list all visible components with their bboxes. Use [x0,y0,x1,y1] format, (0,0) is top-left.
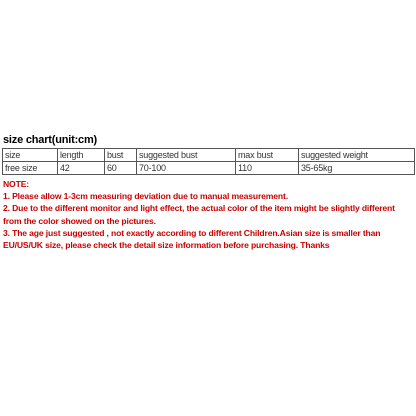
cell-suggested-bust: 70-100 [137,162,236,175]
header-cell-size: size [3,149,58,162]
cell-length: 42 [58,162,105,175]
size-table [2,148,415,175]
note-item-3: 3. The age just suggested , not exactly according to different Children.Asian size is smaller than EU/US/UK size, please check the detail size information before purchasing. Thanks [3,227,381,251]
notes-block [3,178,413,251]
header-cell-suggested-bust: suggested bust [137,149,236,162]
size-table-header-row [3,149,415,162]
header-cell-bust: bust [105,149,137,162]
size-chart-title: size chart(unit:cm) [3,134,97,146]
cell-bust: 60 [105,162,137,175]
note-item-2: 2. Due to the different monitor and light effect, the actual color of the item might be slightly different from the color showed on the pictures. [3,203,395,226]
header-cell-max-bust: max bust [236,149,299,162]
cell-suggested-weight: 35-65kg [299,162,415,175]
notes-heading: NOTE: [3,179,29,189]
header-cell-suggested-weight: suggested weight [299,149,415,162]
cell-size: free size [3,162,58,175]
size-table-row [3,162,415,175]
note-item-1: 1. Please allow 1-3cm measuring deviation due to manual measurement. [3,191,288,202]
header-cell-length: length [58,149,105,162]
cell-max-bust: 110 [236,162,299,175]
